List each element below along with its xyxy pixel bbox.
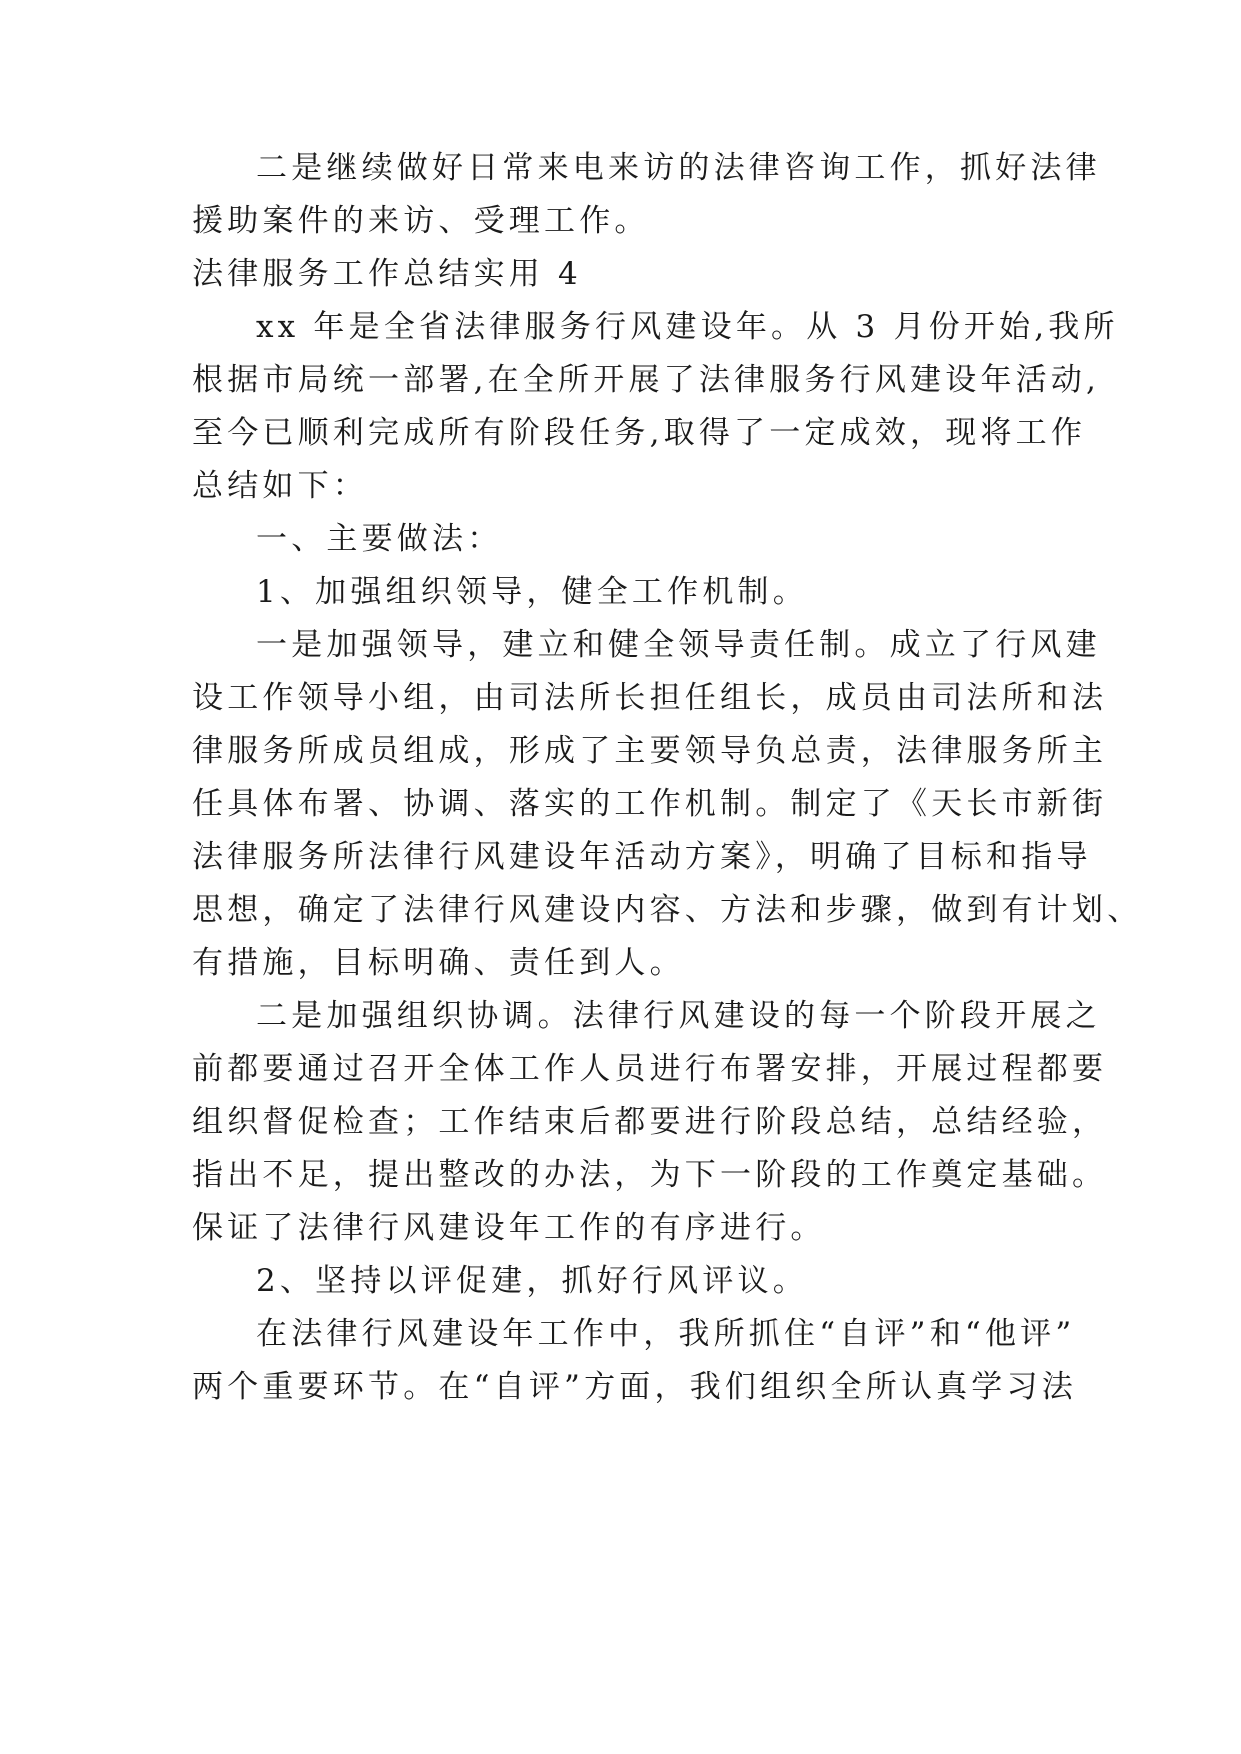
paragraph-line: 二是继续做好日常来电来访的法律咨询工作，抓好法律 — [256, 150, 1101, 186]
paragraph-line: 设工作领导小组，由司法所长担任组长，成员由司法所和法 — [192, 680, 1108, 716]
paragraph-line: 在法律行风建设年工作中，我所抓住“自评”和“他评” — [256, 1316, 1076, 1352]
paragraph-line: 前都要通过召开全体工作人员进行布署安排，开展过程都要 — [192, 1051, 1108, 1087]
paragraph-line: 有措施，目标明确、责任到人。 — [192, 945, 685, 981]
paragraph-line: 至今已顺利完成所有阶段任务,取得了一定成效，现将工作 — [192, 415, 1087, 451]
paragraph-line: 法律服务所法律行风建设年活动方案》，明确了目标和指导 — [192, 839, 1092, 875]
paragraph-line: 律服务所成员组成，形成了主要领导负总责，法律服务所主 — [192, 733, 1108, 769]
paragraph-line: 两个重要环节。在“自评”方面，我们组织全所认真学习法 — [192, 1369, 1077, 1405]
paragraph-line: 援助案件的来访、受理工作。 — [192, 203, 650, 239]
paragraph-line: 任具体布署、协调、落实的工作机制。制定了《天长市新街 — [192, 786, 1108, 822]
subheading-line: 1、加强组织领导，健全工作机制。 — [256, 574, 808, 610]
section-heading: 法律服务工作总结实用 4 — [192, 256, 582, 292]
paragraph-line: 一是加强领导，建立和健全领导责任制。成立了行风建 — [256, 627, 1101, 663]
paragraph-line: 二是加强组织协调。法律行风建设的每一个阶段开展之 — [256, 998, 1101, 1034]
paragraph-line: 总结如下： — [192, 468, 368, 504]
paragraph-line: 组织督促检查；工作结束后都要进行阶段总结，总结经验， — [192, 1104, 1108, 1140]
paragraph-line: 思想，确定了法律行风建设内容、方法和步骤，做到有计划、 — [192, 892, 1143, 928]
paragraph-line: 保证了法律行风建设年工作的有序进行。 — [192, 1210, 826, 1246]
paragraph-line: 根据市局统一部署,在全所开展了法律服务行风建设年活动, — [192, 362, 1101, 398]
subheading-line: 2、坚持以评促建，抓好行风评议。 — [256, 1263, 808, 1299]
subheading-line: 一、主要做法： — [256, 521, 503, 557]
paragraph-line: 指出不足，提出整改的办法，为下一阶段的工作奠定基础。 — [192, 1157, 1108, 1193]
paragraph-line: xx 年是全省法律服务行风建设年。从 3 月份开始,我所 — [256, 309, 1119, 345]
